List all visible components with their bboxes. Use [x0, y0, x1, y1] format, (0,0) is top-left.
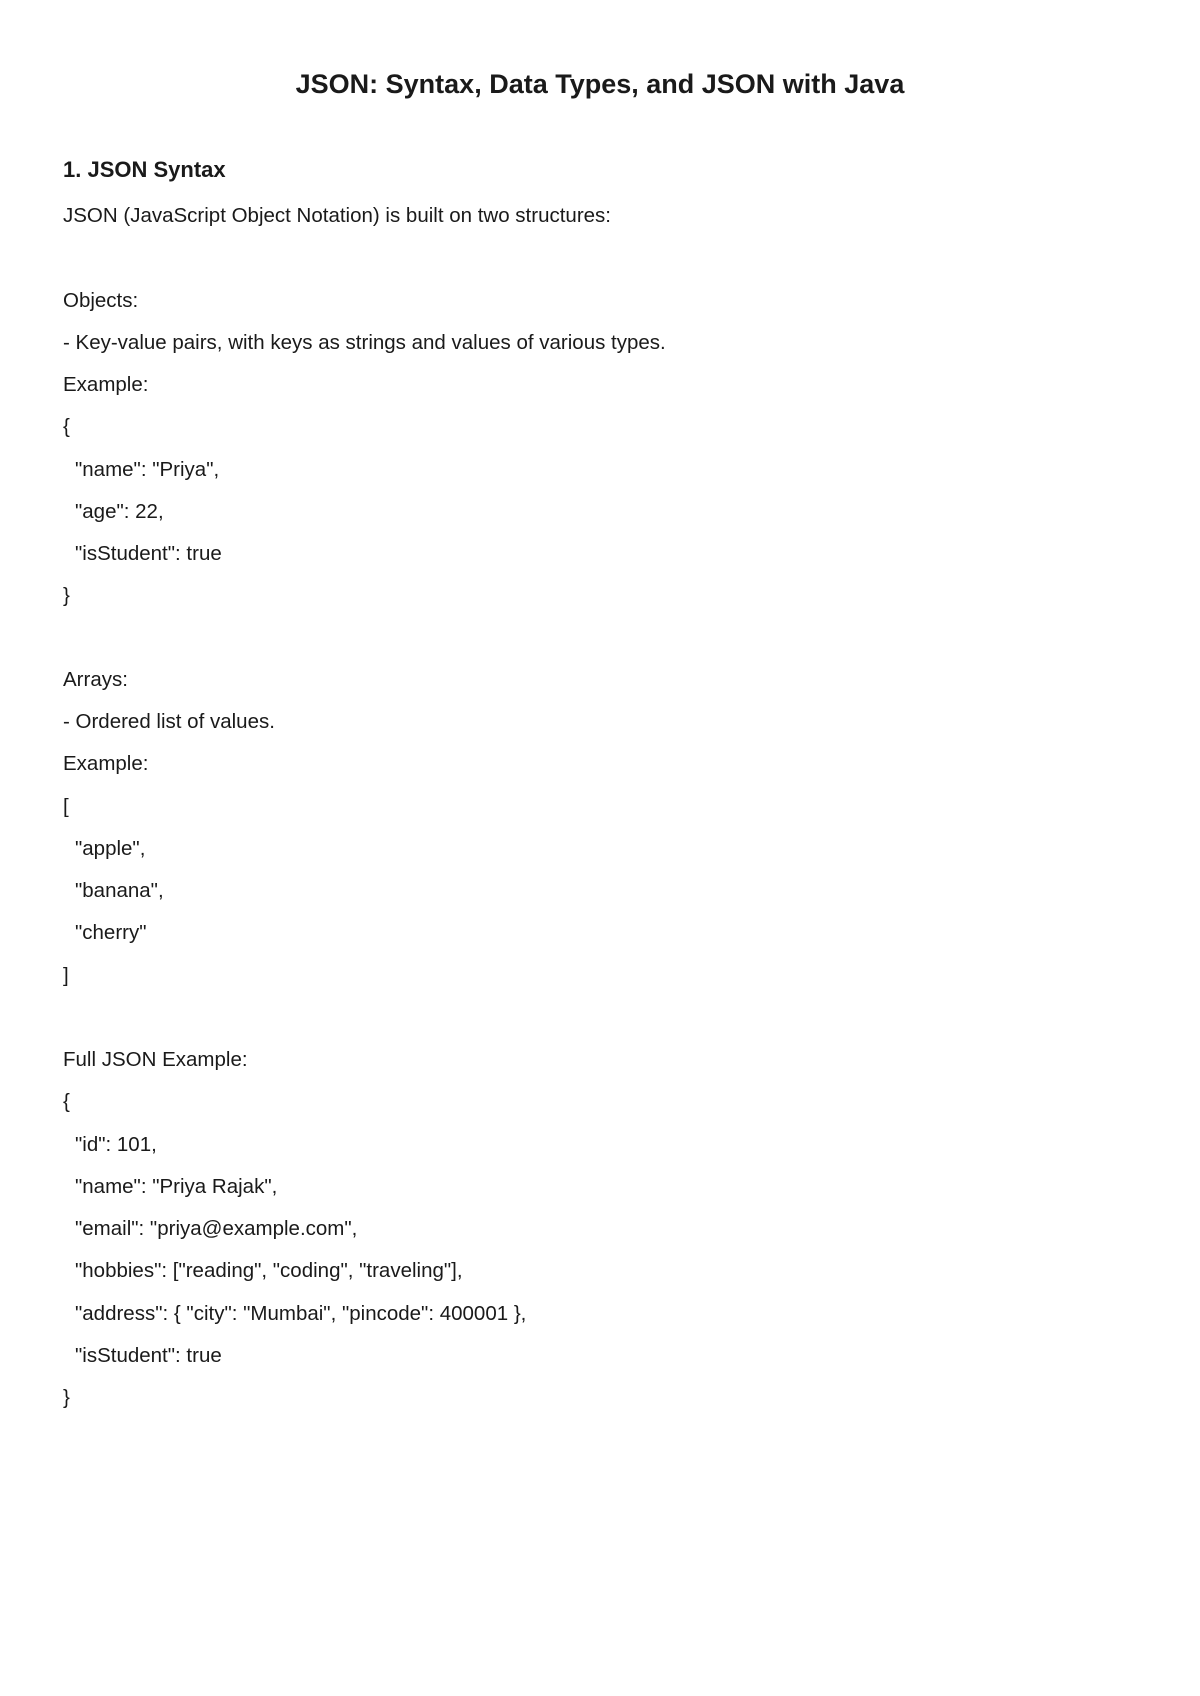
objects-code-line: }: [63, 584, 70, 607]
full-example-code-line: "address": { "city": "Mumbai", "pincode": 400001 },: [75, 1302, 527, 1325]
arrays-code-line: "banana",: [75, 879, 164, 902]
full-example-code-line: "email": "priya@example.com",: [75, 1217, 358, 1240]
objects-code-line: {: [63, 415, 70, 438]
section-heading-json-syntax: 1. JSON Syntax: [63, 157, 226, 182]
objects-code-line: "isStudent": true: [75, 542, 222, 565]
full-example-code-line: "isStudent": true: [75, 1344, 222, 1367]
objects-code-line: "name": "Priya",: [75, 458, 220, 481]
arrays-code-line: "apple",: [75, 837, 146, 860]
arrays-label: Arrays:: [63, 668, 128, 691]
arrays-code-line: "cherry": [75, 921, 147, 944]
document-title: JSON: Syntax, Data Types, and JSON with Java: [295, 69, 905, 99]
arrays-code-line: ]: [63, 964, 69, 987]
objects-example-label: Example:: [63, 373, 149, 396]
intro-paragraph: JSON (JavaScript Object Notation) is built on two structures:: [63, 204, 612, 227]
arrays-example-label: Example:: [63, 752, 149, 775]
full-example-code-line: "name": "Priya Rajak",: [75, 1175, 278, 1198]
full-example-code-line: "hobbies": ["reading", "coding", "traveling"],: [75, 1259, 463, 1282]
full-example-code-line: "id": 101,: [75, 1133, 157, 1156]
full-example-code-line: }: [63, 1386, 70, 1409]
objects-label: Objects:: [63, 289, 139, 312]
objects-code-line: "age": 22,: [75, 500, 164, 523]
arrays-code-line: [: [63, 795, 69, 818]
full-example-code-line: {: [63, 1090, 70, 1113]
full-example-label: Full JSON Example:: [63, 1048, 248, 1071]
objects-description: - Key-value pairs, with keys as strings and values of various types.: [63, 331, 666, 354]
arrays-description: - Ordered list of values.: [63, 710, 275, 733]
